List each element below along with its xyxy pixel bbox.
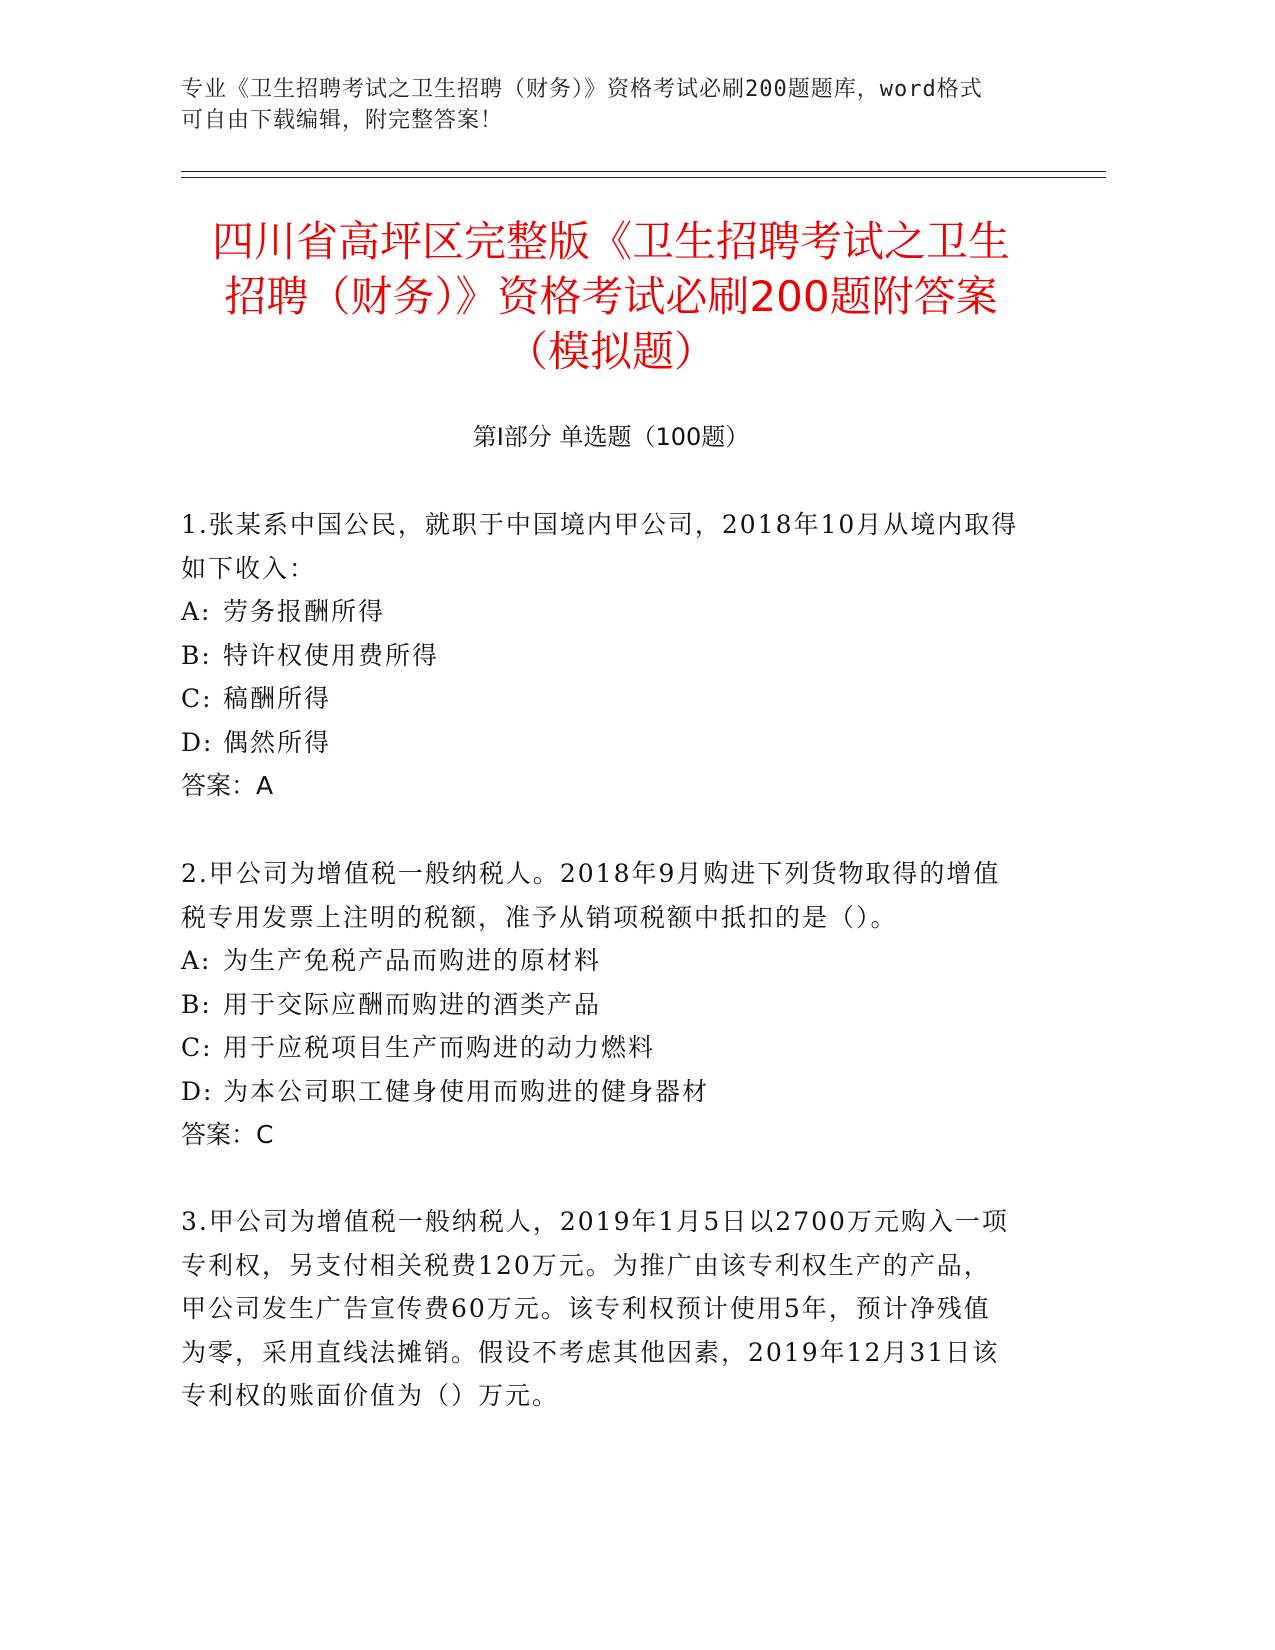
title-line: （模拟题） (505, 327, 716, 376)
answer: 答案：C (181, 1120, 274, 1149)
title-line: 四川省高坪区完整版《卫生招聘考试之卫生 (211, 217, 1010, 266)
option-text: 特许权使用费所得 (223, 640, 440, 670)
option-text: 稿酬所得 (223, 684, 332, 713)
option-text: 劳务报酬所得 (223, 597, 386, 626)
question-stem-line: 专利权的账面价值为（）万元。 (181, 1381, 560, 1410)
question-1 (181, 503, 1051, 808)
option-d (181, 1070, 1051, 1114)
title-line: 招聘（财务）》资格考试必刷200题附答案 (224, 272, 998, 321)
header-divider (181, 177, 1106, 178)
question-stem-line: 专利权，另支付相关税费120万元。为推广由该专利权生产的产品， (181, 1250, 991, 1280)
option-c (181, 677, 1051, 721)
option-b (181, 983, 1051, 1027)
question-stem-line: 2.甲公司为增值税一般纳税人。2018年9月购进下列货物取得的增值 (181, 859, 1001, 888)
option-d (181, 721, 1051, 765)
section-heading: 第Ⅰ部分 单选题（100题） (472, 423, 750, 451)
option-key: D: (181, 1076, 214, 1106)
question-stem-line: 如下收入： (181, 553, 317, 583)
document-title (181, 214, 1041, 379)
question-stem-line: 3.甲公司为增值税一般纳税人，2019年1月5日以2700万元购入一项 (181, 1207, 1009, 1236)
header-divider (181, 171, 1106, 172)
option-key: D: (181, 727, 214, 757)
answer: 答案：A (181, 771, 274, 800)
option-key: C: (181, 684, 213, 713)
option-key: A: (181, 946, 212, 975)
header-note-line: 可自由下载编辑，附完整答案！ (181, 108, 504, 133)
question-stem-line: 为零，采用直线法摊销。假设不考虑其他因素，2019年12月31日该 (181, 1337, 1000, 1367)
question-stem-line: 甲公司发生广告宣传费60万元。该专利权预计使用5年，预计净残值 (181, 1294, 991, 1323)
question-3 (181, 1200, 1051, 1418)
option-text: 用于交际应酬而购进的酒类产品 (223, 989, 602, 1019)
option-a (181, 939, 1051, 983)
question-stem-line: 税专用发票上注明的税额，准予从销项税额中抵扣的是（）。 (181, 902, 898, 932)
option-key: C: (181, 1033, 213, 1062)
question-stem-line: 1.张某系中国公民，就职于中国境内甲公司，2018年10月从境内取得 (181, 510, 1019, 539)
option-a (181, 590, 1051, 634)
header-note-line: 专业《卫生招聘考试之卫生招聘（财务）》资格考试必刷200题题库，word格式 (181, 77, 983, 102)
option-key: A: (181, 597, 212, 626)
option-text: 偶然所得 (223, 727, 332, 757)
option-key: B: (181, 989, 212, 1019)
option-text: 为本公司职工健身使用而购进的健身器材 (223, 1076, 710, 1106)
option-text: 为生产免税产品而购进的原材料 (223, 946, 602, 975)
option-b (181, 634, 1051, 678)
question-2 (181, 852, 1051, 1157)
header-note (181, 74, 1061, 136)
option-text: 用于应税项目生产而购进的动力燃料 (223, 1033, 656, 1062)
option-key: B: (181, 640, 212, 670)
option-c (181, 1026, 1051, 1070)
